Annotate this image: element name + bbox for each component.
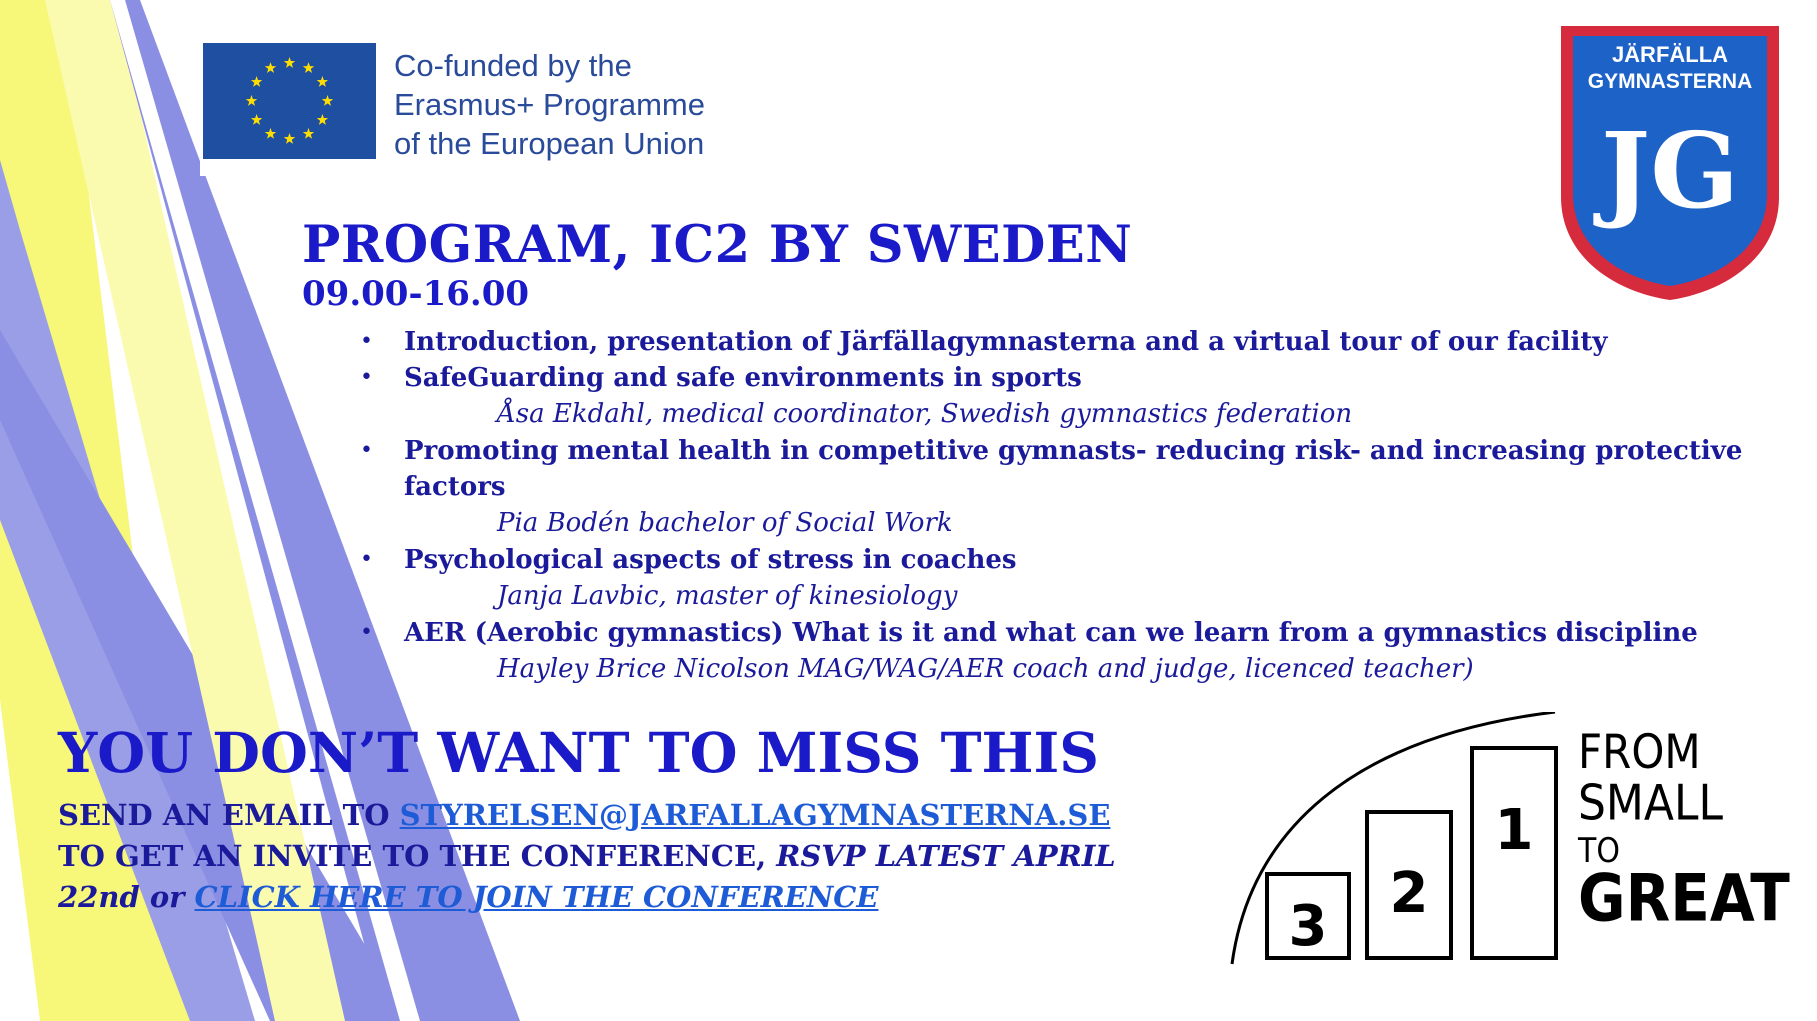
agenda-item <box>358 615 1808 688</box>
agenda-item-speaker: Hayley Brice Nicolson MAG/WAG/AER coach and judge, licenced teacher) <box>497 654 1474 684</box>
cta-rsvp: RSVP LATEST APRIL <box>776 839 1116 873</box>
logo-line-1: JÄRFÄLLA <box>1611 42 1729 67</box>
agenda-item-speaker: Åsa Ekdahl, medical coordinator, Swedish gymnastics federation <box>497 399 1353 429</box>
agenda-list <box>358 324 1808 688</box>
eu-line-2: Erasmus+ Programme <box>394 87 705 122</box>
bullet-icon: • <box>360 438 373 463</box>
cta-headline: YOU DON’T WANT TO MISS THIS <box>58 720 1099 785</box>
bullet-icon: • <box>360 547 373 572</box>
podium-to: TO <box>1578 830 1620 871</box>
logo-line-2: GYMNASTERNA <box>1587 70 1753 93</box>
agenda-item-title: Introduction, presentation of Järfällagymnasterna and a virtual tour of our facility <box>404 327 1608 357</box>
cta-line-3 <box>58 877 1116 918</box>
from-small-to-great-logo <box>1230 712 1800 970</box>
podium-from: FROM <box>1578 724 1701 780</box>
agenda-item <box>358 360 1808 433</box>
agenda-item-title: Psychological aspects of stress in coaches <box>404 545 1017 575</box>
jarfalla-gymnasterna-logo <box>1555 22 1785 304</box>
bullet-icon: • <box>360 620 373 645</box>
podium-great: GREAT <box>1578 860 1790 937</box>
podium-small: SMALL <box>1578 775 1723 833</box>
cta-date: 22nd or <box>58 880 195 914</box>
agenda-item-title: Promoting mental health in competitive gymnasts- reducing risk- and increasing protective factors <box>404 436 1743 502</box>
cta-line-1 <box>58 795 1116 836</box>
agenda-item <box>358 324 1808 360</box>
podium-first-label: 1 <box>1494 798 1534 863</box>
bullet-icon: • <box>360 329 373 354</box>
logo-monogram: JG <box>1600 109 1740 232</box>
email-link[interactable]: STYRELSEN@JARFALLAGYMNASTERNA.SE <box>399 798 1111 832</box>
bullet-icon: • <box>360 365 373 390</box>
cta-line-2 <box>58 836 1116 877</box>
podium-third-label: 3 <box>1288 894 1328 959</box>
program-time: 09.00-16.00 <box>302 274 530 314</box>
agenda-item-title: AER (Aerobic gymnastics) What is it and what can we learn from a gymnastics discipline <box>404 618 1698 648</box>
program-title: PROGRAM, IC2 BY SWEDEN <box>302 215 1133 275</box>
cta-send-prefix: SEND AN EMAIL TO <box>58 798 400 832</box>
podium-second-label: 2 <box>1389 861 1429 926</box>
join-conference-link[interactable] <box>195 880 879 914</box>
cta-body <box>58 795 1116 918</box>
cta-invite-text: TO GET AN INVITE TO THE CONFERENCE, <box>58 839 777 873</box>
agenda-item-speaker: Janja Lavbic, master of kinesiology <box>497 581 958 611</box>
agenda-item-speaker: Pia Bodén bachelor of Social Work <box>497 508 953 538</box>
eu-line-3: of the European Union <box>394 126 705 161</box>
agenda-item-title: SafeGuarding and safe environments in sports <box>404 363 1082 393</box>
agenda-item <box>358 433 1808 542</box>
agenda-item <box>358 542 1808 615</box>
join-conference-label: CLICK HERE TO JOIN THE CONFERENCE <box>194 880 879 914</box>
eu-flag-icon <box>203 43 376 159</box>
eu-line-1: Co-funded by the <box>394 48 632 83</box>
eu-funding-text <box>394 46 705 163</box>
